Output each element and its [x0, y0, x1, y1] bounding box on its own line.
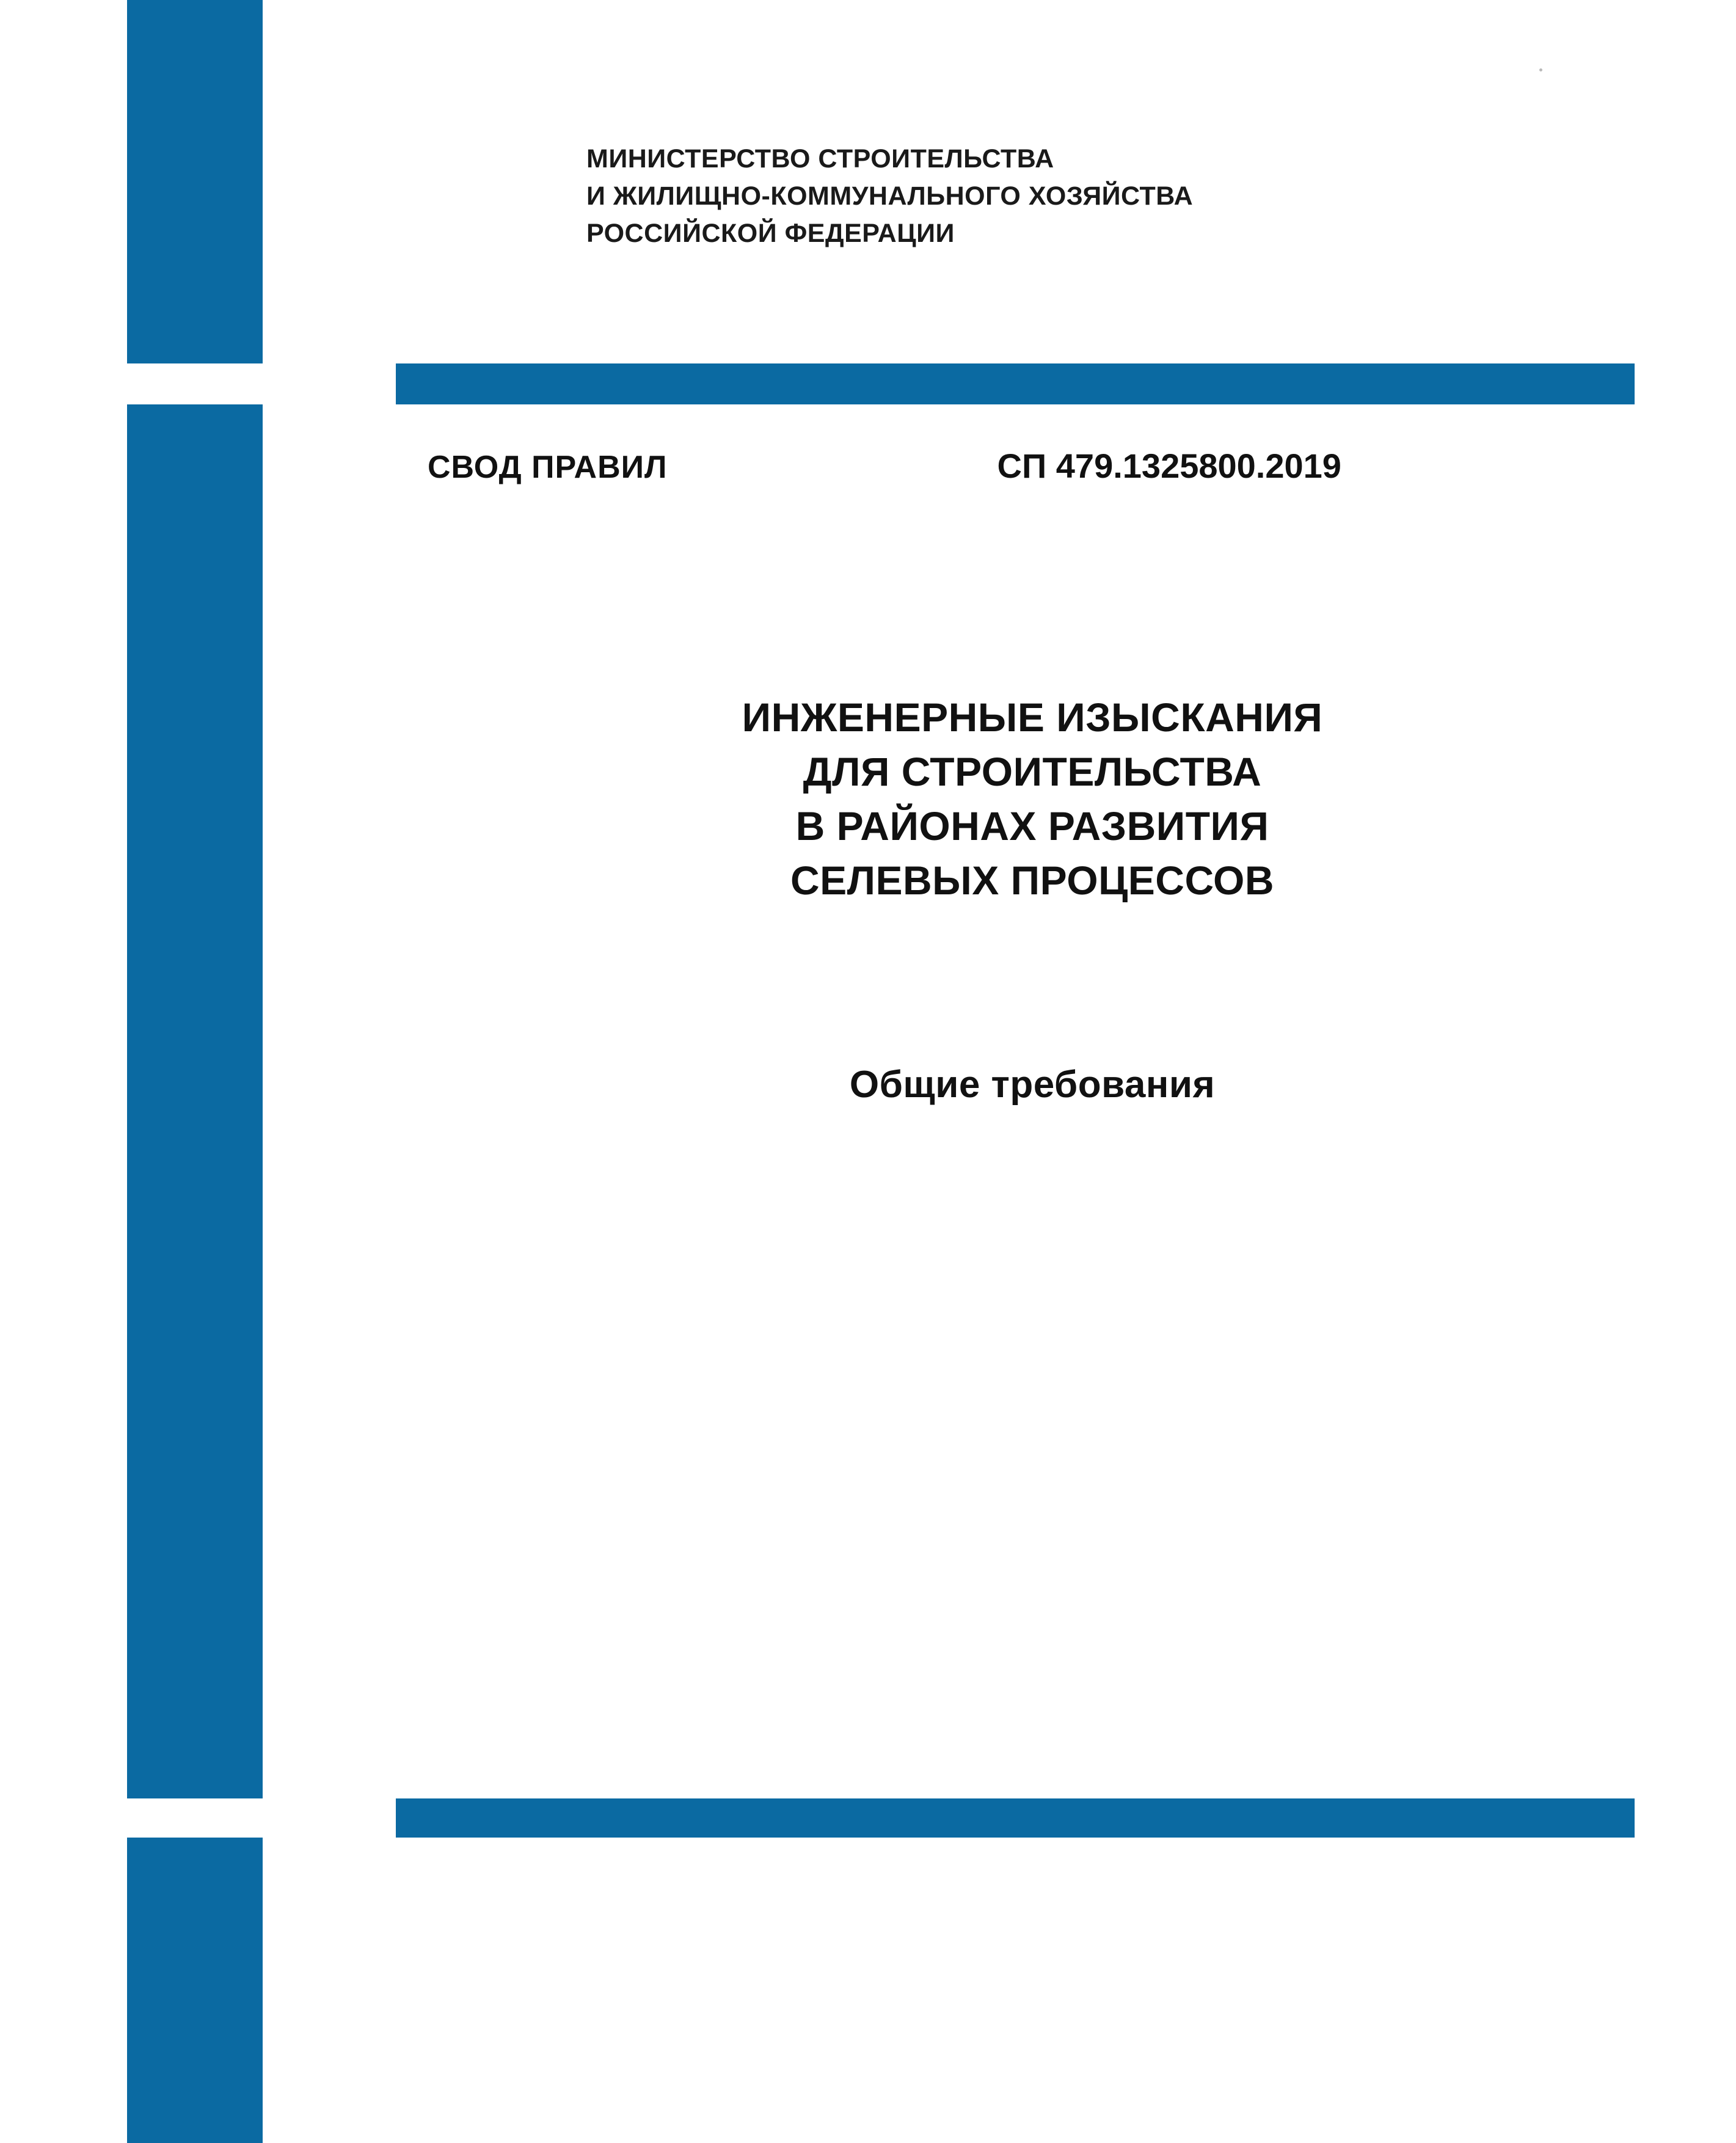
decorative-bar-top-horizontal: [396, 363, 1635, 404]
page-title-line-3: В РАЙОНАХ РАЗВИТИЯ: [795, 803, 1269, 849]
page-title-line-4: СЕЛЕВЫХ ПРОЦЕССОВ: [790, 858, 1274, 904]
page-title-line-2: ДЛЯ СТРОИТЕЛЬСТВА: [803, 749, 1262, 795]
decorative-bar-left-bottom: [127, 1838, 263, 2143]
ministry-line-3: РОССИЙСКОЙ ФЕДЕРАЦИИ: [586, 219, 955, 249]
scan-artifact-speck: [1539, 68, 1542, 71]
decorative-bar-left-top: [127, 0, 263, 363]
document-kind-and-code-row: [428, 446, 1637, 486]
page-subtitle: Общие требования: [849, 1064, 1216, 1106]
document-code: СП 479.1325800.2019: [997, 447, 1341, 485]
decorative-bar-left-middle: [127, 404, 263, 1798]
page-title: [428, 690, 1637, 908]
decorative-bar-bottom-horizontal: [396, 1798, 1635, 1838]
ministry-heading: [586, 141, 1503, 252]
document-kind-label: СВОД ПРАВИЛ: [428, 450, 668, 485]
ministry-line-1: МИНИСТЕРСТВО СТРОИТЕЛЬСТВА: [586, 144, 1054, 173]
ministry-line-2: И ЖИЛИЩНО-КОММУНАЛЬНОГО ХОЗЯЙСТВА: [586, 181, 1194, 211]
page-title-line-1: ИНЖЕНЕРНЫЕ ИЗЫСКАНИЯ: [742, 695, 1323, 740]
